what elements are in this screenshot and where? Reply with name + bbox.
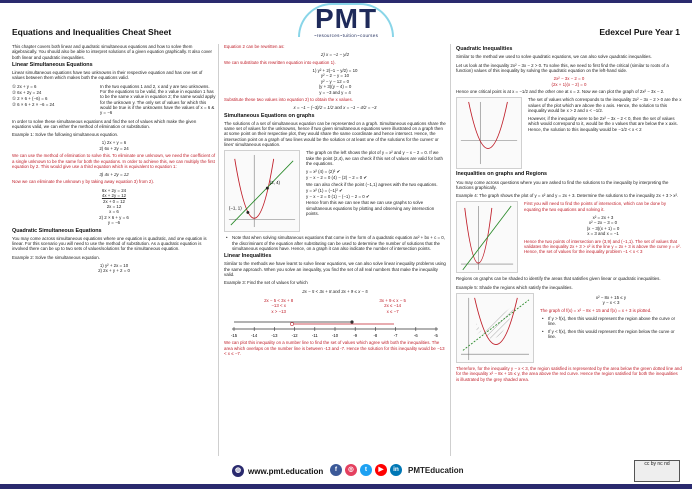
license-badge[interactable] [634,460,680,482]
equation-list [12,84,94,109]
working-line: 1) y² + 2(−1 − y/2) = 10 [312,67,358,73]
tick-label: -8 [373,333,378,339]
working-line: y² − y − 12 = 0 [320,78,350,84]
inequality-explanation: We can plot this inequality on a number line to find the set of values which agree with both the inequalities. The area which overlaps on the number line is between -13 and -7. Hence the solution for this inequality would be −13 < x ≤ −7. [224,340,445,357]
straight-line [228,161,293,225]
bottom-bar [0,484,692,489]
working-line: x² = 2x + 3 [592,215,614,221]
equation-item: ② 6 × 6 + 2 × −6 = 24 [12,102,55,108]
bullet-above: • If y > f(x), then this would represent the region above the curve or line. [540,316,682,327]
elimination-explanation: We can use the method of elimination to solve this. To eliminate one unknown, we need the coefficient of a single unknown to be the same for both the equations. In order to achieve this, we can multiply the first equation by 2. This would give use a third equation which is equivalent to equation 1: [12,153,216,169]
social-handle: PMTEducation [408,465,464,475]
check-line: y − x − 2 = 0 (1) − (−1) − 2 = 0 ✔ [306,194,370,199]
graphs-paragraph: The solutions of a set of simultaneous equation can be represented on a graph. Simultaneous equations share the same set of values for the unknowns, hence if two given simultaneous equations were illustrated on a graph then at some point on their respective plot, they would share the same coordinate and hence intersect. Hence, the intersection point on a graph of two lines would be the solution or at least one of the solutions for the curves' or lines' simultaneous equation. [224,120,446,147]
document-title: Equations and Inequalities Cheat Sheet [12,27,172,37]
website-link[interactable] [232,465,323,477]
working-line: −13 < x [271,303,286,309]
equation-item: ① 2 × 6 + (−6) = 6 [12,96,48,102]
equation-3: 3) 4x + 2y = 12 [99,172,129,178]
equation-line: 1) y² + 2x = 10 [99,263,129,269]
tick-label: -11 [311,333,318,339]
quad-working [456,76,682,87]
quadratic-curve [469,102,508,149]
example-4-red-2: Hence the two points of intersection are (3,9) and (−1,1). The set of values that validates the inequality 2x + 3 > x² is the line y = 2x + 3 is above the curve y = x². Hence, the set of values for the inequality problem −1 < x < 3 [524,238,681,255]
instagram-icon[interactable]: ◎ [345,464,357,476]
quad-explanation [528,97,682,135]
example-5-equations [540,295,682,306]
twitter-icon[interactable]: t [360,464,372,476]
tick-label: -6 [413,333,418,339]
point-label: (2, 4) [269,180,281,186]
youtube-icon[interactable]: ▶ [375,464,387,476]
heading-quadratic-inequalities: Quadratic Inequalities [456,46,513,52]
order-paragraph: In order to solve these simultaneous equations and find the set of values which make the given equations valid, we can either the method of elimination or substitution. [12,118,197,129]
check-line: y − x − 2 = 0 (4) − (2) − 2 = 0 ✔ [306,175,368,181]
example-5-heading: Example 5: Shade the regions which satisfy the inequalities. [456,284,573,290]
heading-simultaneous-graphs: Simultaneous Equations on graphs [224,112,315,119]
tick-label: -10 [331,333,339,339]
example-4-red: First you will need to find the points of intersection, which can be done by equating the two equations and solving it. [524,201,667,212]
heading-inequalities-graphs: Inequalities on graphs and Regions [456,171,548,178]
open-endpoint [290,323,293,326]
heading-quadratic-simultaneous: Quadratic Simultaneous Equations [12,227,102,234]
graph-side-text: The graph on the left shows the plot of y = x² and y − x − 2 = 0. If we take the point (2,4), we can check if this set of values are valid for both the equations. [306,150,443,166]
equation-explanation-row [12,84,216,116]
footer [0,456,692,489]
pmt-logo[interactable] [296,3,396,47]
working-line: 2x ≤ −14 [384,303,402,309]
example-5-red: The graph of f(x) = x² − 8x + 15 and f(x) = x + 3 is plotted. [540,307,652,313]
substitution-working [224,68,446,95]
working-line: 3x + 9 ≤ x − 5 [379,297,406,303]
working-line: y = −3 and y = 4 [319,89,351,95]
parabola-line-graph [224,150,300,232]
working-line: 2x − 5 < 3x + 8 [264,297,294,303]
quadratic-paragraph: You may come across simultaneous equations where one equation is quadratic, and one equation is linear. For this scenario you will need to use the method of substitution. As a quadratic equation is involved there can be up to two sets of values/solutions for the simultaneous equation. [12,235,207,252]
equation-line: 1) 2x + y = 6 [101,140,127,146]
quad-graph-row [456,97,682,169]
substitute-label-2: Substitute these two values into equation 2) to obtain the x values. [224,96,353,102]
logo-text: PMT [314,3,378,34]
intro-paragraph: This chapter covers both linear and quadratic simultaneous equations and how to solve them algebraically. You should also be able to interpret solutions of a given equation graphically. It also cover both linear and quadratic inequalities. [12,44,212,60]
equation-line: x² − 8x + 15 ≤ y [595,295,627,301]
working-line: x = 3 and x = −1 [587,231,619,237]
substitution-result: x = −1 − (−3)/2 = 1/2 and x = −1 − 4/2 = −3 [293,105,377,111]
license-text: cc by nc nd [644,461,670,467]
working-line: 2x = 12 [106,203,122,209]
rewrite-equation: 2) x = −1 − y/2 [320,52,350,58]
straight-line [463,207,511,271]
column-divider [450,44,451,456]
equation-line: y − x < 3 [602,300,620,306]
graph-row [224,150,446,232]
working-line: (x − 3)(x + 1) = 0 [586,225,620,231]
discriminant-note: • Note that when solving simultaneous equations that come in the form of a quadratic equation ax² + bx + c = 0, the discriminant of the equation after substituting can be used to determine the number of solutions that the simultaneous equations have. Hence, on a graph it can also indicate the number of intersection points. [224,235,446,251]
linkedin-icon[interactable]: in [390,464,402,476]
working-line: x > −13 [271,308,286,314]
number-line-ticks [231,327,439,338]
graph-checks [306,169,446,200]
column-middle [224,44,446,359]
intersection-point [266,187,269,190]
tick-label: -13 [271,333,278,339]
quad-side-text-2: However, if the inequality were to be 2x² − 3x − 2 < 0, then the set of values which would correspond to it, would be the x values that are below the x axis. Hence, the solution to this inequality would be −1/2 < x < 2 [528,116,678,132]
working-line: (2x + 1)(x − 2) = 0 [551,81,587,87]
tick-label: -14 [251,333,258,339]
example-4-heading: Example 4: The graph shows the plot of y = x² and y = 2x + 3. Determine the solutions to the inequality 2x + 3 > x². [456,193,679,199]
check-line: y = x² (1) = (−1)² ✔ [306,187,343,193]
point-label: (−1, 1) [228,205,242,211]
equation-item: ② 6x + 2y = 24 [12,89,42,95]
exam-board-label: Edexcel Pure Year 1 [599,27,680,37]
example-4-working [524,215,682,237]
regions-graph [456,293,534,363]
example-3-working [224,296,446,316]
intersection-graph [456,201,518,273]
example-3-heading: Example 3: Find the set of values for which [224,280,308,286]
working-line: 2x² − 3x − 2 = 0 [553,76,585,82]
heading-linear-inequalities: Linear Inequalities [224,253,272,260]
equation-side-text: In the two equations 1 and 2, x and y are two unknowns. For the equations to be valid, the x value in equation 1 has to be the same x value in equation 2; the same would apply for the unknown y. The only set of values for which this would be true is if the unknowns have the values of x = 6 & y = −6 [100,83,216,116]
bullet-below: • If y < f(x), then this would represent the region below the curve or line. [540,329,682,340]
globe-icon: ◍ [232,465,244,477]
check-line: We can also check if the point (−1,1) agrees with the two equations. [306,181,438,187]
check-line: y = x² (4) = (2)² ✔ [306,169,341,175]
quad-ineq-paragraph: Similar to the method we used to solve quadratic equations, we can also solve quadratic inequalities. [456,54,652,60]
equation-line: 2) 2x + y + 2 = 0 [98,268,130,274]
example-1-equations [12,140,216,151]
column-divider [218,44,219,456]
example-5-explanation [540,293,682,341]
column-right [456,44,682,385]
regions-paragraph: Regions on graphs can be shaded to identify the areas that satisfies given linear or quadratic inequalities. [456,276,661,282]
working-line: x ≤ −7 [386,308,399,314]
equation-item: ① 2x + y = 6 [12,83,37,89]
example-4-row [456,201,682,273]
working-line: y = −6 [107,220,121,226]
quad-side-text: The set of values which corresponds to the inequality 2x² − 3x − 2 > 0 are the x values of the plot which are above the x axis. Hence, the solution to this inequality would be x > 2 and x < −1/2. [528,97,682,113]
critical-points-text: Hence one critical point is at x = −1/2 and the other one at x = 2. Now we can plot the graph of 2x² − 3x − 2. [456,89,665,94]
working-line: (y + 3)(y − 4) = 0 [318,84,352,90]
working-line: 2) 2 × 6 + y = 6 [99,214,129,220]
tick-label: -12 [291,333,298,339]
tick-label: -15 [230,333,238,339]
working-line: x = 6 [109,209,119,215]
column-left [12,44,216,276]
quadratic-graph [456,97,522,169]
working-line: 2x + 0 = 12 [103,198,125,204]
working-line: 4x + 2y = 12 [101,193,127,199]
tick-label: -9 [353,333,358,339]
graph-explanation [306,150,446,219]
example-3-equation: 2x − 5 < 3x + 8 and 3x + 9 ≤ x − 5 [302,288,368,294]
website-text: www.pmt.education [248,466,324,476]
working-line: x² − 2x − 3 = 0 [588,220,618,226]
elimination-working [12,188,216,226]
linear-inequalities-paragraph: Similar to the methods we have learnt to solve linear equations, we can also solve linear inequality problems using the same approach. When you solve an inequality, you find the set of all real numbers that make the inequality valid. [224,261,446,278]
social-links [330,464,464,476]
logo-tagline: ~resources~tuition~courses [313,33,379,38]
facebook-icon[interactable]: f [330,464,342,476]
substitute-label: We can substitute this rewritten equation into equation 1). [224,59,336,65]
example-5-red-2: Therefore, for the inequality y − x < 3, the region satisfied is represented by the area below the green dotted line and for the inequality x² − 8x + 15 ≤ y, the area above the red curve. Hence the region satisfied for both the inequalities is illustrated by the grey shaded area. [456,366,682,382]
rewrite-label: Equation 2 can be rewritten as: [224,44,285,49]
example-2-heading: Example 2: Solve the simultaneous equation. [12,254,100,260]
tick-label: -7 [393,333,398,339]
example-1-heading: Example 1: Solve the following simultaneous equation. [12,132,119,138]
example-2-equations [12,263,216,274]
example-4-explanation [524,201,682,257]
linear-paragraph: Linear simultaneous equations have two unknowns in their respective equation and has one set of values between them which makes both the equations valid. [12,70,203,81]
working-right [379,298,406,314]
tick-label: -5 [434,333,438,339]
number-line [224,319,446,339]
intersection-point [246,211,249,214]
heading-linear-simultaneous: Linear Simultaneous Equations [12,61,93,68]
working-line: y² − 2 − y = 10 [320,73,350,79]
shaded-region [477,304,516,339]
dotted-line [463,300,529,351]
example-5-row [456,293,682,363]
working-left [264,298,293,314]
elimination-explanation-2: Now we can eliminate the unknown y by taking away equation 3) from 2). [12,179,155,185]
equation-line: 2) 6x + 2y = 24 [99,145,129,151]
ineq-graphs-paragraph: You may come across questions where you are asked to find the solutions to the inequality by interpreting the functions graphically. [456,179,669,190]
quad-ineq-paragraph-2: Let us look at the inequality 2x² − 3x − 2 > 0. To solve this, we need to first find the critical (similar to roots of a function) values of this inequality by solving the quadratic equation on the left-hand side. [456,62,669,73]
closed-endpoint [350,321,353,324]
graph-conclusion: Hence from this we can see that we can use graphs to solve simultaneous equations by plotting and observing any intersection points. [306,200,435,216]
working-line: 6x + 2y = 24 [101,187,127,193]
